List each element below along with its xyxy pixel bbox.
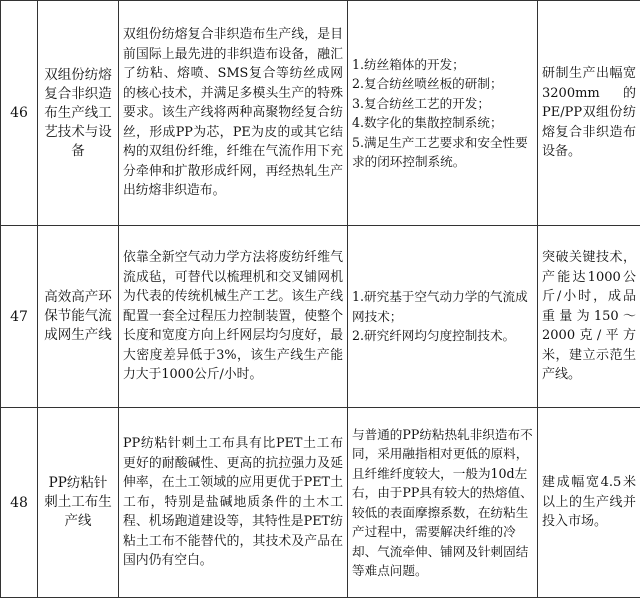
table-row xyxy=(1,408,640,598)
row-number: 48 xyxy=(1,408,38,598)
table-row xyxy=(1,226,640,408)
task-item: 1.纺丝箱体的开发； xyxy=(352,55,533,75)
project-name: 双组份纺熔复合非织造布生产线工艺技术与设备 xyxy=(38,1,119,226)
project-goal: 建成幅宽4.5米以上的生产线并投入市场。 xyxy=(538,408,640,598)
row-number: 47 xyxy=(1,226,38,408)
task-item: 1.研究基于空气动力学的气流成网技术； xyxy=(352,287,533,326)
task-item: 5.满足生产工艺要求和安全性要求的闭环控制系统。 xyxy=(352,133,533,172)
project-name: PP纺粘针刺土工布生产线 xyxy=(38,408,119,598)
project-name: 高效高产环保节能气流成网生产线 xyxy=(38,226,119,408)
project-tasks xyxy=(348,1,538,226)
task-item: 与普通的PP纺粘热轧非织造布不同，采用融指相对更低的原料，且纤维纤度较大，一般为10d左右，由于PP具有较大的热熔值、较低的表面摩擦系数，在纺粘生产过程中，需要解决纤维的冷却、气流牵伸、铺网及针刺固结等难点问题。 xyxy=(352,425,533,581)
task-item: 2.研究纤网均匀度控制技术。 xyxy=(352,326,533,346)
task-item: 3.复合纺丝工艺的开发； xyxy=(352,94,533,114)
project-description: 依靠全新空气动力学方法将废纺纤维气流成毡，可替代以梳理机和交叉铺网机为代表的传统机械生产工艺。该生产线配置一套全过程压力控制装置，使整个长度和宽度方向上纤网层均匀度好，最大密度差异低于3%，该生产线生产能力大于1000公斤/小时。 xyxy=(119,226,348,408)
project-description: PP纺粘针刺土工布具有比PET土工布更好的耐酸碱性、更高的抗拉强力及延伸率，在土工领域的应用更优于PET土工布，特别是盐碱地质条件的土木工程、机场跑道建设等，其特性是PET纺粘土工布不能替代的，其技术及产品在国内仍有空白。 xyxy=(119,408,348,598)
table-row xyxy=(1,1,640,226)
row-number: 46 xyxy=(1,1,38,226)
project-tasks xyxy=(348,226,538,408)
project-tasks xyxy=(348,408,538,598)
project-description: 双组份纺熔复合非织造布生产线，是目前国际上最先进的非织造布设备，融汇了纺粘、熔喷、SMS复合等纺丝成网的核心技术，并满足多模头生产的特殊要求。该生产线将两种高聚物经复合纺丝，形成PP为芯，PE为皮的或其它结构的双组份纤维，纤维在气流作用下充分牵伸和扩散形成纤网，再经热轧生产出纺熔非织造布。 xyxy=(119,1,348,226)
project-goal: 研制生产出幅宽3200mm的PE/PP双组份纺熔复合非织造布设备。 xyxy=(538,1,640,226)
project-goal: 突破关键技术，产能达1000公斤/小时，成品重量为150～2000克/平方米，建立示范生产线。 xyxy=(538,226,640,408)
task-item: 2.复合纺丝喷丝板的研制； xyxy=(352,74,533,94)
task-item: 4.数字化的集散控制系统； xyxy=(352,113,533,133)
